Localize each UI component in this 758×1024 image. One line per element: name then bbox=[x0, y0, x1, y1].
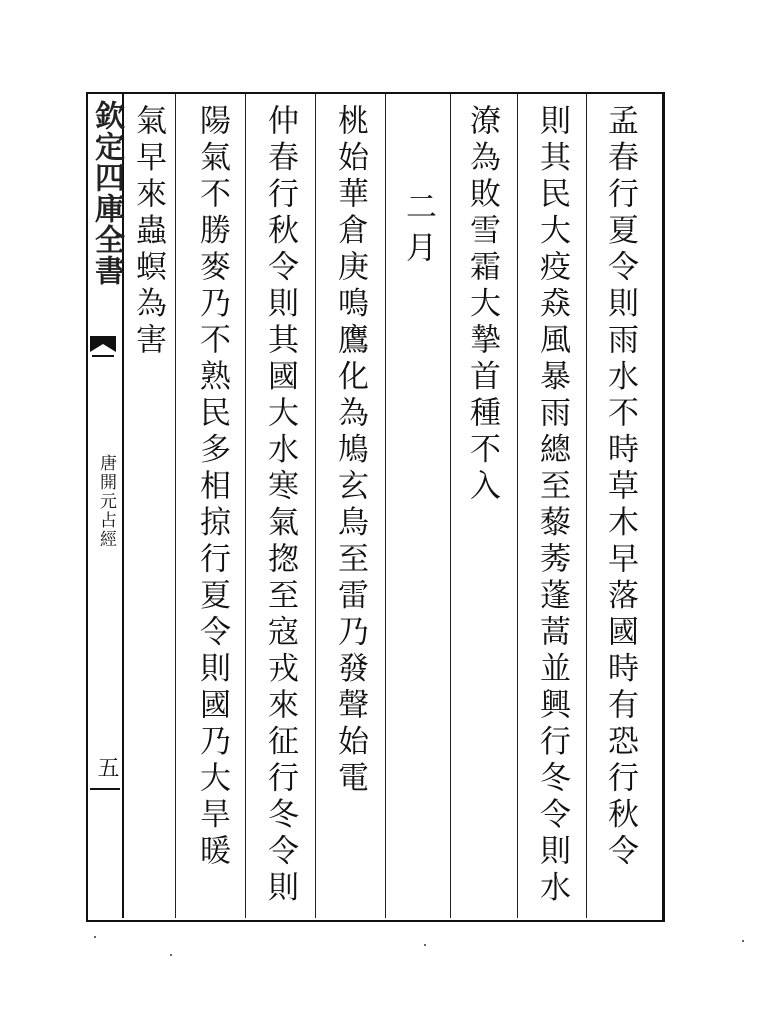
column-rule bbox=[245, 94, 246, 918]
fish-tail-mark-icon bbox=[88, 334, 118, 364]
month-heading: 二月 bbox=[400, 190, 436, 272]
text-column: 仲春行秋令則其國大水寒氣揔至寇戎來征行冬令則 bbox=[262, 104, 298, 907]
page-number: 五 bbox=[94, 756, 119, 778]
text-column: 孟春行夏令則雨水不時草木早落國時有恐行秋令 bbox=[602, 104, 638, 871]
text-column: 桃始華倉庚鳴鷹化為鳩玄鳥至雷乃發聲始電 bbox=[332, 104, 368, 798]
column-rule bbox=[385, 94, 386, 918]
collection-title: 欽定四庫全書 bbox=[89, 100, 124, 286]
book-title: 唐開元占經 bbox=[96, 454, 116, 549]
column-rule bbox=[175, 94, 176, 918]
column-rule bbox=[586, 94, 587, 918]
text-column: 陽氣不勝麥乃不熟民多相掠行夏令則國乃大旱暖 bbox=[194, 104, 230, 871]
column-rule bbox=[315, 94, 316, 918]
text-column: 氣早來蟲螟為害 bbox=[130, 104, 166, 360]
text-column: 則其民大疫猋風暴雨總至藜莠蓬蒿並興行冬令則水 bbox=[534, 104, 570, 907]
page-frame bbox=[86, 92, 665, 922]
column-rule bbox=[517, 94, 518, 918]
text-column: 潦為敗雪霜大摯首種不入 bbox=[464, 104, 500, 506]
column-rule bbox=[450, 94, 451, 918]
page-number-rule bbox=[90, 788, 120, 790]
